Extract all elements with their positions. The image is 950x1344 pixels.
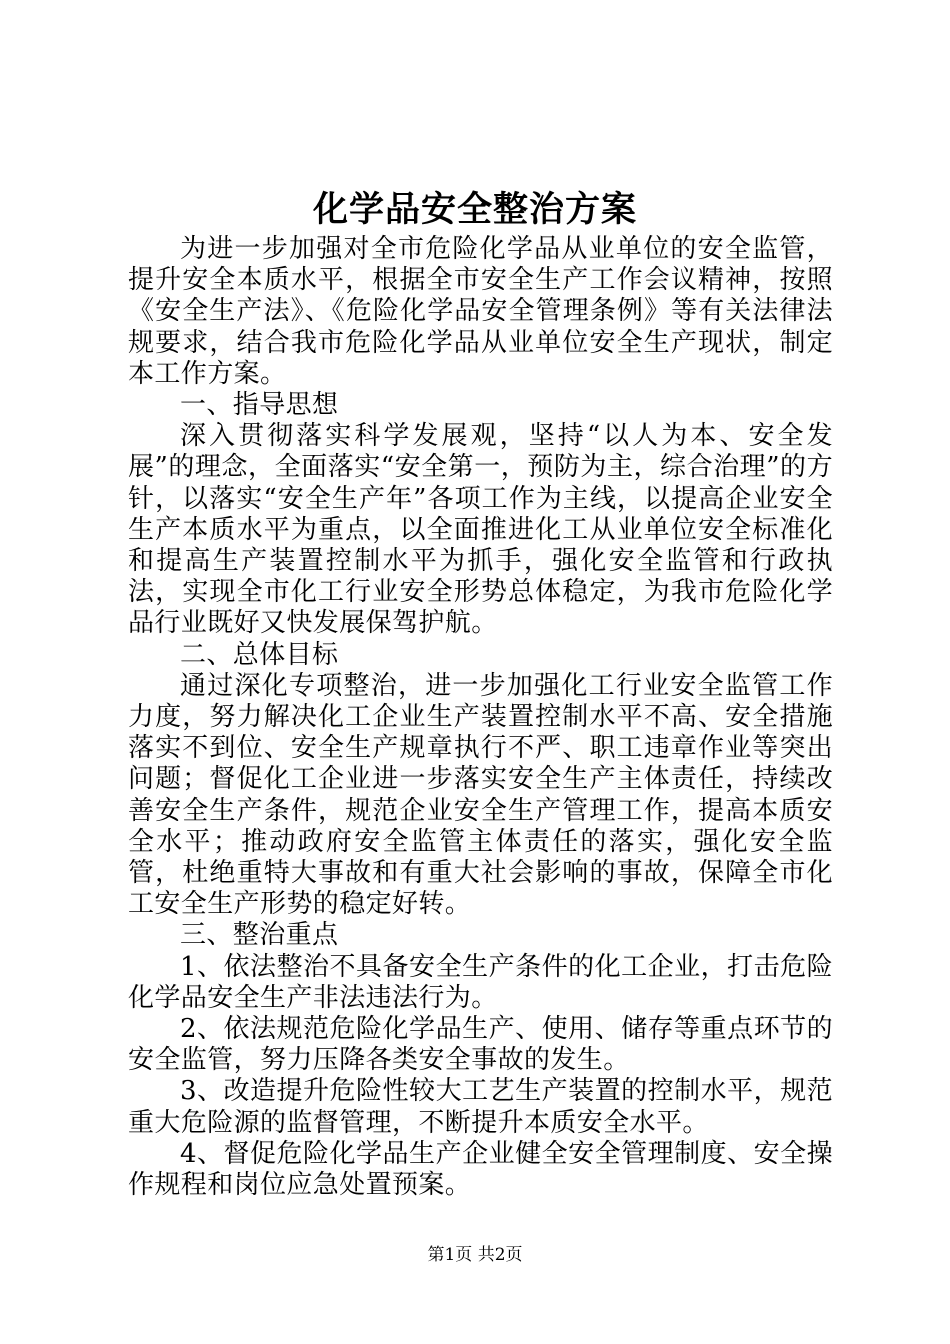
- heading-guiding-principles: 一、指导思想: [180, 390, 339, 421]
- list-item: 4、督促危险化学品生产企业健全安全管理制度、安全操作规程和岗位应急处置预案。: [128, 1138, 833, 1201]
- paragraph-guiding-principles: 深入贯彻落实科学发展观，坚持“以人为本、安全发展”的理念，全面落实“安全第一，预防为主，综合治理”的方针，以落实“安全生产年”各项工作为主线，以提高企业安全生产本质水平为重点，以全面推进化工从业单位安全标准化和提高生产装置控制水平为抓手，强化安全监管和行政执法，实现全市化工行业安全形势总体稳定，为我市危险化学品行业既好又快发展保驾护航。: [128, 421, 833, 639]
- paragraph-overall-goals: 通过深化专项整治，进一步加强化工行业安全监管工作力度，努力解决化工企业生产装置控制水平不高、安全措施落实不到位、安全生产规章执行不严、职工违章作业等突出问题；督促化工企业进一步落实安全生产主体责任，持续改善安全生产条件，规范企业安全生产管理工作，提高本质安全水平；推动政府安全监管主体责任的落实，强化安全监管，杜绝重特大事故和有重大社会影响的事故，保障全市化工安全生产形势的稳定好转。: [128, 670, 833, 920]
- paragraph-intro: 为进一步加强对全市危险化学品从业单位的安全监管，提升安全本质水平，根据全市安全生产工作会议精神，按照《安全生产法》、《危险化学品安全管理条例》等有关法律法规要求，结合我市危险化学品从业单位安全生产现状，制定本工作方案。: [128, 234, 833, 389]
- heading-key-points: 三、整治重点: [180, 920, 339, 951]
- document-body: [128, 234, 833, 1201]
- document-title: 化学品安全整治方案: [312, 189, 637, 230]
- heading-overall-goals: 二、总体目标: [180, 639, 339, 670]
- list-item: 1、依法整治不具备安全生产条件的化工企业，打击危险化学品安全生产非法违法行为。: [128, 951, 833, 1013]
- page-number-footer: 第1页 共2页: [427, 1245, 523, 1265]
- list-item: 2、依法规范危险化学品生产、使用、储存等重点环节的安全监管，努力压降各类安全事故的发生。: [128, 1014, 833, 1076]
- list-item: 3、改造提升危险性较大工艺生产装置的控制水平，规范重大危险源的监督管理，不断提升本质安全水平。: [128, 1076, 833, 1138]
